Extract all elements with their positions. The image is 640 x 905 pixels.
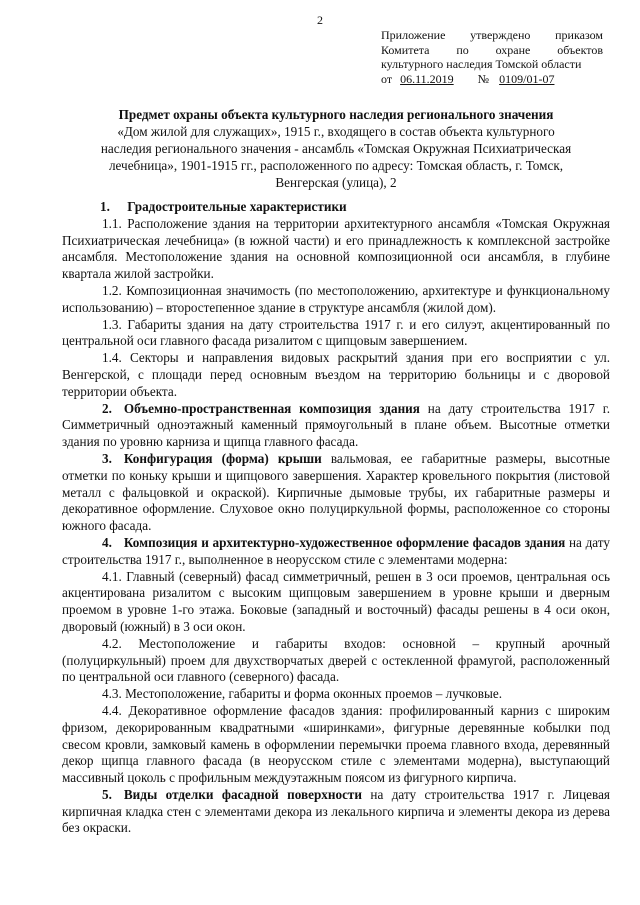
approval-line-2: Комитета по охране объектов [381, 42, 603, 57]
approval-date-prefix: от [381, 71, 393, 86]
title-line-1: Предмет охраны объекта культурного наследия регионального значения [118, 107, 554, 122]
approval-line-1: Приложение утверждено приказом [381, 28, 603, 42]
title-line-4: лечебница», 1901-1915 гг., расположенного по адресу: Томская область, г. Томск, [108, 158, 564, 173]
section-1-title: Градостроительные характеристики [127, 199, 347, 214]
section-2-number: 2. [102, 400, 112, 416]
section-5-text: на дату строительства 1917 г. Лицевая кирпичная кладка стен с элементами декора из лекального кирпича и элементы декора из дерева без окраски. [62, 786, 610, 836]
approval-number-sign: № [477, 71, 490, 86]
section-3-number: 3. [102, 450, 112, 466]
section-2-title: Объемно-пространственная композиция здания [123, 400, 420, 416]
section-4-number: 4. [102, 534, 112, 550]
approval-date: 06.11.2019 [400, 71, 454, 86]
section-2 [62, 401, 610, 451]
paragraph-4-4: 4.4. Декоративное оформление фасадов здания: профилированный карниз с широким фризом, декорированным квадратными «ширинками», фигурные деревянные кобылки под свесом кровли, замковый камень в оформлении перемычки проема главного входа, деревянный декор щипца главного фасада (в неорусском стиле с элементами модерна), выступающий массивный цоколь с профильным междуэтажным поясом из фигурного кирпича. [62, 702, 610, 786]
document-title [62, 106, 610, 191]
section-5-number: 5. [102, 786, 112, 802]
paragraph-4-3: 4.3. Местоположение, габариты и форма оконных проемов – лучковые. [102, 686, 502, 702]
approval-line-3: культурного наследия Томской области [381, 57, 582, 72]
section-1-heading [62, 199, 610, 216]
paragraph-1-3: 1.3. Габариты здания на дату строительства 1917 г. и его силуэт, акцентированный по центральной оси главного фасада ризалитом с щипцовым завершением. [62, 316, 610, 349]
paragraph-1-1: 1.1. Расположение здания на территории архитектурного ансамбля «Томская Окружная Психиатрическая лечебница» (в южной части) и его принадлежность к комплексной застройке ансамбля. Местоположение здания на основной композиционной оси ансамбля, в глубине квартала жилой застройки. [62, 215, 610, 282]
section-4-text: на дату строительства 1917 г., выполненное в неорусском стиле с элементами модерна: [62, 534, 610, 567]
title-line-3: наследия регионального значения - ансамбль «Томская Окружная Психиатрическая [100, 141, 572, 156]
approval-date-line [381, 72, 603, 87]
section-2-text: на дату строительства 1917 г. Симметричный одноэтажный каменный прямоугольный в плане объем. Высотные отметки здания по уровню карниза и щипца главного фасада. [62, 400, 610, 450]
section-3 [62, 451, 610, 535]
section-5 [62, 787, 610, 837]
section-5-title: Виды отделки фасадной поверхности [123, 786, 362, 802]
paragraph-4-2: 4.2. Местоположение и габариты входов: основной – крупный арочный (полуциркульный) проем для двухстворчатых дверей с остекленной фрамугой, расположенный по центральной оси главного (северного) фасада. [62, 635, 610, 685]
approval-block [381, 28, 603, 86]
paragraph-1-2: 1.2. Композиционная значимость (по местоположению, архитектуре и функциональному использованию) – второстепенное здание в структуре ансамбля (жилой дом). [62, 282, 610, 315]
page-number: 2 [317, 13, 323, 27]
section-4 [62, 535, 610, 569]
approval-number: 0109/01-07 [499, 71, 555, 86]
document-body [62, 106, 610, 837]
title-line-2: «Дом жилой для служащих», 1915 г., входящего в состав объекта культурного [117, 124, 555, 139]
paragraph-1-4: 1.4. Секторы и направления видовых раскрытий здания при его восприятии с ул. Венгерской, с площади перед основным въездом на территорию больницы и с дворовой территории объекта. [62, 350, 610, 399]
section-1-number: 1. [100, 199, 110, 214]
title-line-5: Венгерская (улица), 2 [275, 175, 397, 190]
section-3-title: Конфигурация (форма) крыши [123, 450, 322, 466]
section-3-text: вальмовая, ее габаритные размеры, высотные отметки по коньку крыши и щипцового завершения. Характер кровельного покрытия (листовой металл с фальцовкой и окраской). Кирпичные дымовые трубы, их габаритные размеры и декоративное оформление. Слуховое окно полуциркульной формы, расположенное со стороны южного фасада. [62, 450, 610, 534]
section-4-title: Композиция и архитектурно-художественное оформление фасадов здания [123, 534, 566, 550]
paragraph-4-1: 4.1. Главный (северный) фасад симметричный, решен в 3 оси проемов, центральная ось акцентирована ризалитом с высоким щипцовым завершением в уровне крыши и дверным проемом в уровне 1-го этажа. Боковые (западный и восточный) фасады решены в 4 оси окон, дворовый (южный) в 3 оси окон. [62, 568, 610, 634]
